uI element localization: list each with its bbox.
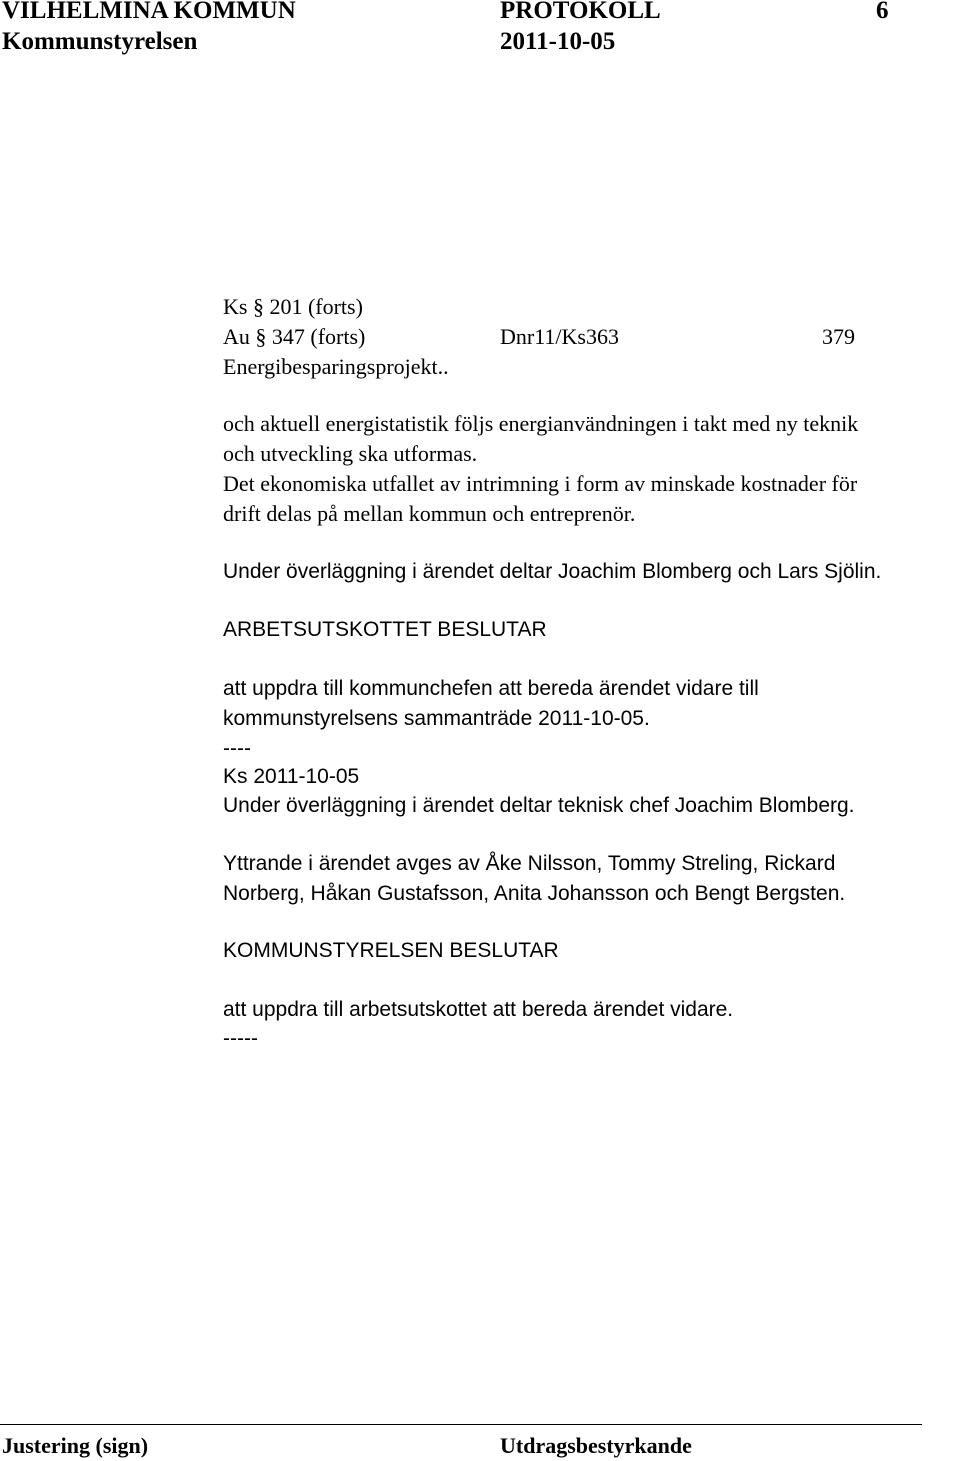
- decision-heading-ks: KOMMUNSTYRELSEN BESLUTAR: [223, 939, 559, 962]
- ks-paragraph-ref: Ks § 201 (forts): [223, 294, 363, 319]
- case-title: Energibesparingsprojekt..: [223, 354, 449, 379]
- paragraph-2-line-2: drift delas på mellan kommun och entreprenör.: [223, 501, 636, 526]
- paragraph-1-line-1: och aktuell energistatistik följs energianvändningen i takt med ny teknik: [223, 411, 859, 436]
- statements-line-1: Yttrande i ärendet avges av Åke Nilsson, Tommy Streling, Rickard: [223, 852, 836, 875]
- statements-line-2: Norberg, Håkan Gustafsson, Anita Johansson och Bengt Bergsten.: [223, 882, 846, 905]
- committee-name: Kommunstyrelsen: [2, 28, 198, 55]
- ks-discussion: Under överläggning i ärendet deltar teknisk chef Joachim Blomberg.: [223, 794, 855, 817]
- justering-sign-label: Justering (sign): [2, 1433, 149, 1458]
- municipality-name: VILHELMINA KOMMUN: [2, 0, 296, 24]
- decision-ks: att uppdra till arbetsutskottet att bereda ärendet vidare.: [223, 998, 734, 1021]
- au-paragraph-ref: Au § 347 (forts): [223, 324, 366, 349]
- decision-au-line-2: kommunstyrelsens sammanträde 2011-10-05.: [223, 707, 650, 730]
- document-type: PROTOKOLL: [500, 0, 661, 24]
- ks-date: Ks 2011-10-05: [223, 765, 360, 788]
- footer-rule: [0, 1424, 922, 1425]
- item-number: 379: [822, 324, 855, 349]
- paragraph-2-line-1: Det ekonomiska utfallet av intrimning i form av minskade kostnader för: [223, 471, 858, 496]
- separator: ----: [223, 737, 251, 760]
- separator-end: -----: [223, 1027, 258, 1050]
- paragraph-1-line-2: och utveckling ska utformas.: [223, 441, 478, 466]
- decision-au-line-1: att uppdra till kommunchefen att bereda ärendet vidare till: [223, 677, 759, 700]
- paragraph-3: Under överläggning i ärendet deltar Joachim Blomberg och Lars Sjölin.: [223, 560, 882, 583]
- decision-heading-au: ARBETSUTSKOTTET BESLUTAR: [223, 618, 547, 641]
- utdragsbestyrkande-label: Utdragsbestyrkande: [500, 1433, 692, 1458]
- meeting-date: 2011-10-05: [500, 28, 616, 55]
- page-number: 6: [876, 0, 889, 24]
- dnr-number: Dnr11/Ks363: [500, 324, 619, 349]
